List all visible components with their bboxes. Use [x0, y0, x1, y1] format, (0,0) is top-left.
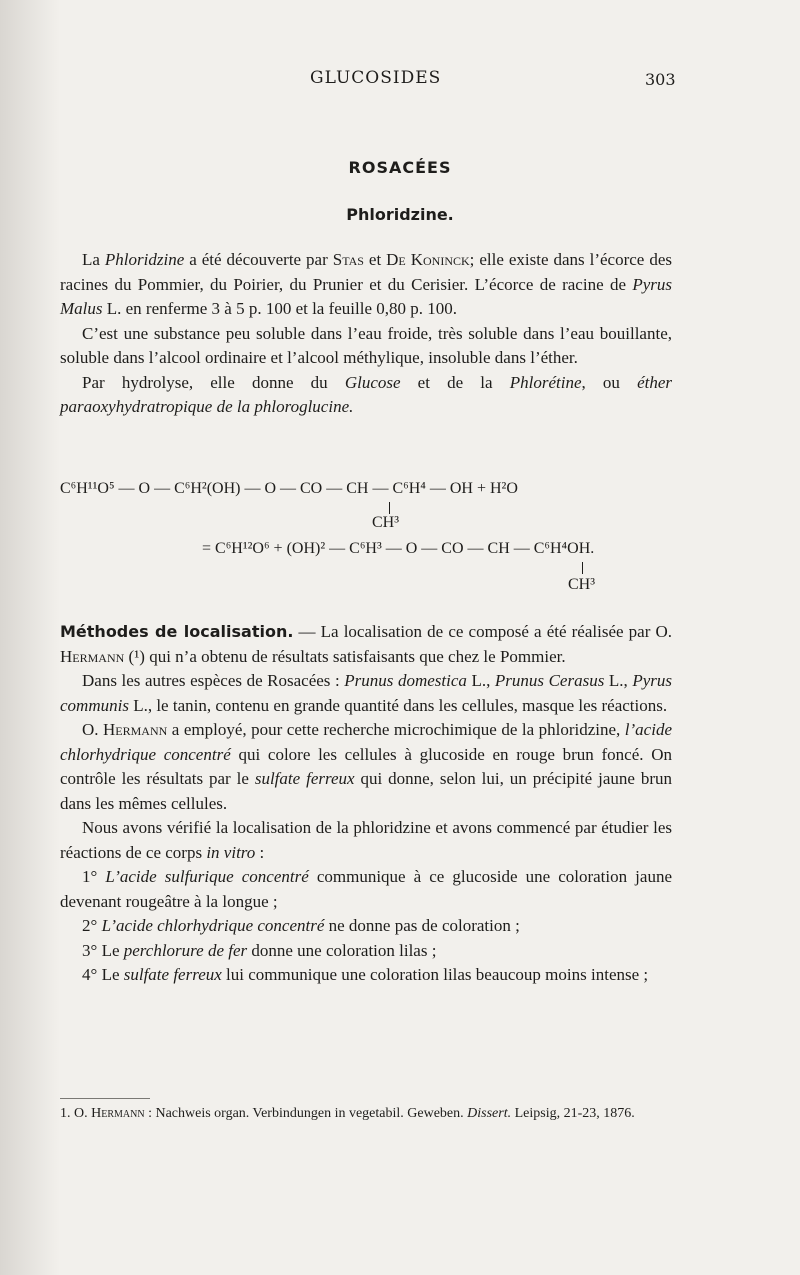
paragraph-discovery: La Phloridzine a été découverte par Stas et De Koninck; elle existe dans l’écorce des racines du Pommier, du Poirier, du Prunier et du Cerisier. L’écorce de racine de Pyrus Malus L. en renferme 3 à 5 p. 100 et la feuille 0,80 p. 100. — [60, 250, 672, 318]
reaction-list-item: 3° Le perchlorure de fer donne une coloration lilas ; — [82, 940, 437, 960]
chemical-equation — [60, 480, 672, 600]
reaction-list-item: 4° Le sulfate ferreux lui communique une coloration lilas beaucoup moins intense ; — [82, 965, 649, 984]
paragraph-hydrolysis: Par hydrolyse, elle donne du Glucose et de la Phlorétine, ou éther paraoxyhydratropique de la phloroglucine. — [60, 372, 672, 416]
page-edge-shadow — [0, 0, 60, 1275]
footnote-rule — [60, 1098, 150, 1099]
paragraph-verification: Nous avons vérifié la localisation de la phloridzine et avons commencé par étudier les réactions de ce corps in vitro : — [60, 818, 672, 862]
compound-title: Phloridzine. — [346, 205, 454, 224]
equation-branch-2: CH³ — [568, 576, 596, 593]
paragraph-other-species: Dans les autres espèces de Rosacées : Prunus domestica L., Prunus Cerasus L., Pyrus communis L., le tanin, contenu en grande quantité dans les cellules, masque les réactions. — [60, 671, 673, 715]
paragraph-methods-intro: Méthodes de localisation. — La localisation de ce composé a été réalisée par O. Hermann (¹) qui n’a obtenu de résultats satisfaisants que chez le Pommier. — [60, 622, 672, 666]
equation-line-1: C⁶H¹¹O⁵ — O — C⁶H²(OH) — O — CO — CH — C⁶H⁴ — OH + H²O — [60, 480, 518, 497]
bond-line-2 — [582, 562, 583, 574]
section-title: ROSACÉES — [348, 158, 452, 177]
equation-line-2: = C⁶H¹²O⁶ + (OH)² — C⁶H³ — O — CO — CH — C⁶H⁴OH. — [202, 540, 595, 557]
running-title: GLUCOSIDES — [310, 68, 442, 88]
reaction-list-item: 2° L’acide chlorhydrique concentré ne donne pas de coloration ; — [82, 916, 520, 935]
intro-text — [60, 248, 672, 420]
methods-section — [60, 620, 672, 988]
paragraph-solubility: C’est une substance peu soluble dans l’eau froide, très soluble dans l’eau bouillante, soluble dans l’alcool ordinaire et l’alcool méthylique, insoluble dans l’éther. — [60, 323, 672, 367]
paragraph-hermann-method: O. Hermann a employé, pour cette recherche microchimique de la phloridzine, l’acide chlorhydrique concentré qui colore les cellules à glucoside en rouge brun foncé. On contrôle les résultats par le sulfate ferreux qui donne, selon lui, un précipité jaune brun dans les mêmes cellules. — [60, 720, 672, 813]
methods-heading: Méthodes de localisation. — [60, 622, 294, 641]
equation-branch-1: CH³ — [372, 514, 400, 531]
page-number: 303 — [645, 70, 676, 89]
page-header — [0, 68, 800, 92]
reaction-list-item: 1° L’acide sulfurique concentré communique à ce glucoside une coloration jaune devenant rougeâtre à la longue ; — [60, 867, 673, 911]
footnote: 1. O. Hermann : Nachweis organ. Verbindungen in vegetabil. Geweben. Dissert. Leipsig, 21-23, 1876. — [60, 1106, 635, 1121]
bond-line-1 — [389, 502, 390, 514]
